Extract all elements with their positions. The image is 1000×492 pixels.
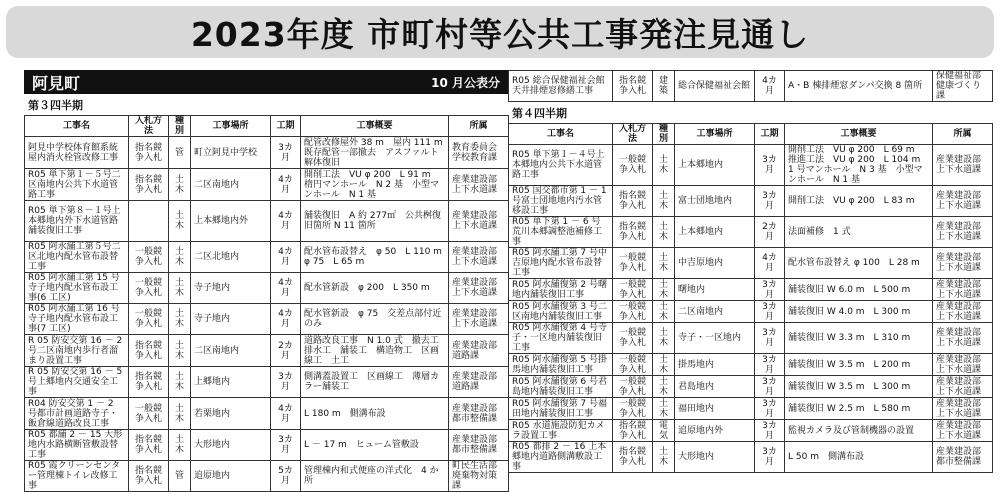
left-column (24, 70, 508, 492)
bid-method-cell: 指名競争入札 (613, 442, 653, 473)
project-name-cell: R05 阿水舗復第 3 号二区南地内舗装復旧工事 (509, 301, 613, 323)
project-name-cell: R05 阿水舗工第 16 号寺子地内配水管布設工事(7 工区) (25, 304, 129, 335)
summary-cell: 配管改修屋外 38 m 屋内 111 m 既存配管一部撤去 アスファルト解体復旧 (301, 137, 449, 169)
project-name-cell: R05 阿水舗復第 7 号福田地内舗装復旧工事 (509, 398, 613, 420)
table-row (25, 201, 509, 242)
projects-table-q4 (508, 123, 993, 473)
bid-method-cell: 指名競争入札 (613, 420, 653, 442)
bid-method-cell: 指名競争入札 (129, 367, 169, 398)
department-cell: 産業建設部上下水道課 (933, 420, 993, 442)
table-row (25, 273, 509, 304)
page-title: 2023年度 市町村等公共工事発注見通し (190, 14, 810, 54)
table-row (509, 323, 993, 354)
table-row (25, 461, 509, 492)
department-cell: 産業建設部上下水道課 (449, 201, 509, 242)
duration-cell: 5カ月 (271, 461, 301, 492)
location-cell: 総合保健福祉会館 (675, 71, 755, 102)
table-row (509, 354, 993, 376)
project-name-cell: R 05 防安交第 16 － 5 号上郷地内交通安全工事 (25, 367, 129, 398)
table-row (509, 145, 993, 186)
duration-cell: 3カ月 (755, 323, 785, 354)
project-name-cell: R04 防安交第 1 － 2 号都市計画道路寺子・飯倉線道路改良工事 (25, 398, 129, 430)
bid-method-cell: 指名競争入札 (613, 186, 653, 217)
column-header: 工事名 (509, 124, 613, 145)
summary-cell: 法面補修 1 式 (785, 217, 933, 248)
location-cell: 上本郷地内 (675, 145, 755, 186)
project-name-cell: R05 阿水舗工第５号二区北地内配水管布設替工事 (25, 242, 129, 273)
summary-cell: L － 17 m ヒューム管敷設 (301, 430, 449, 461)
location-cell: 上本郷地内 (675, 217, 755, 248)
project-name-cell: R05 単下第１－４号上本郷地内公共下水道管路工事 (509, 145, 613, 186)
column-header: 工事名 (25, 116, 129, 137)
municipality-name: 阿見町 (32, 73, 81, 93)
summary-cell: 配水管布設替え φ 100 L 28 m (785, 248, 933, 279)
summary-cell: 舗装復旧 W 3.3 m L 310 m (785, 323, 933, 354)
project-name-cell: R 05 防安交第 16 － 2 号二区南地内歩行者溜まり設置工事 (25, 335, 129, 367)
location-cell: 上郷地内 (191, 367, 271, 398)
department-cell: 保健福祉部健康づくり課 (933, 71, 993, 102)
column-header: 種別 (169, 116, 191, 137)
bid-method-cell: 一般競争入札 (613, 354, 653, 376)
duration-cell: 3カ月 (271, 367, 301, 398)
project-name-cell: R05 総合保健福祉会館天井排煙窓修繕工事 (509, 71, 613, 102)
department-cell: 産業建設部上下水道課 (933, 248, 993, 279)
category-cell: 土木 (169, 367, 191, 398)
table-row (509, 279, 993, 301)
duration-cell: 4カ月 (755, 71, 785, 102)
column-header: 工事概要 (301, 116, 449, 137)
department-cell: 産業建設部上下水道課 (933, 301, 993, 323)
department-cell: 産業建設部上下水道課 (449, 273, 509, 304)
location-cell: 中吉原地内 (675, 248, 755, 279)
column-header: 所属 (449, 116, 509, 137)
department-cell: 産業建設部道路課 (449, 335, 509, 367)
department-cell: 産業建設部上下水道課 (449, 242, 509, 273)
category-cell: 土木 (169, 201, 191, 242)
table-row (509, 398, 993, 420)
project-name-cell: R05 阿水舗復第 6 号君島地内舗装復旧工事 (509, 376, 613, 398)
duration-cell: 2カ月 (271, 335, 301, 367)
bid-method-cell: 指名競争入札 (613, 217, 653, 248)
location-cell: 寺子地内 (191, 273, 271, 304)
duration-cell: 3カ月 (755, 145, 785, 186)
category-cell: 土木 (653, 248, 675, 279)
category-cell: 管 (169, 461, 191, 492)
duration-cell: 4カ月 (271, 169, 301, 201)
duration-cell: 3カ月 (755, 279, 785, 301)
table-row (25, 430, 509, 461)
category-cell: 管 (169, 137, 191, 169)
duration-cell: 3カ月 (755, 398, 785, 420)
duration-cell: 4カ月 (755, 248, 785, 279)
category-cell: 土木 (169, 398, 191, 430)
column-header: 入札方法 (129, 116, 169, 137)
category-cell: 電気 (653, 420, 675, 442)
project-name-cell: R05 都排 2 － 16 上本郷地内道路側溝敷設工事 (509, 442, 613, 473)
column-header: 入札方法 (613, 124, 653, 145)
location-cell: 追原地内 (191, 461, 271, 492)
project-name-cell: R05 単下第１－５号二区南地内公共下水道管路工事 (25, 169, 129, 201)
department-cell: 町民生活部廃棄物対策課 (449, 461, 509, 492)
category-cell: 土木 (169, 169, 191, 201)
project-name-cell: R05 阿水舗工第 7 号中吉原地内配水管布設替工事 (509, 248, 613, 279)
bid-method-cell: 指名競争入札 (129, 169, 169, 201)
category-cell: 土木 (653, 145, 675, 186)
summary-cell: L 50 m 側溝布設 (785, 442, 933, 473)
location-cell: 二区北地内 (191, 242, 271, 273)
bid-method-cell: 一般競争入札 (613, 323, 653, 354)
category-cell: 土木 (169, 242, 191, 273)
bid-method-cell: 一般競争入札 (613, 279, 653, 301)
duration-cell: 3カ月 (271, 430, 301, 461)
table-row (509, 420, 993, 442)
location-cell: 追原地内外 (675, 420, 755, 442)
column-header: 種別 (653, 124, 675, 145)
summary-cell: 配水管新設 φ 200 L 350 m (301, 273, 449, 304)
duration-cell: 4カ月 (271, 201, 301, 242)
summary-cell: 舗装復旧 W 6.0 m L 500 m (785, 279, 933, 301)
table-row (509, 376, 993, 398)
table-row (509, 71, 993, 102)
location-cell: 若栗地内 (191, 398, 271, 430)
duration-cell: 3カ月 (755, 301, 785, 323)
category-cell: 土木 (169, 430, 191, 461)
department-cell: 産業建設部上下水道課 (933, 323, 993, 354)
summary-cell: 道路改良工事 N 1.0 式 撤去工 排水工 舗装工 構造物工 区画線工 土工 (301, 335, 449, 367)
summary-cell: 側溝蓋設置工 区画線工 薄層カラー舗装工 (301, 367, 449, 398)
location-cell: 富士団地地内 (675, 186, 755, 217)
table-row (25, 335, 509, 367)
category-cell: 土木 (653, 354, 675, 376)
category-cell: 建築 (653, 71, 675, 102)
summary-cell: 管理棟内和式便座の洋式化 4 か所 (301, 461, 449, 492)
location-cell: 町立阿見中学校 (191, 137, 271, 169)
project-name-cell: R05 阿水舗復第 5 号掛馬地内舗装復旧工事 (509, 354, 613, 376)
table-row (509, 248, 993, 279)
projects-table-q3 (24, 115, 509, 492)
project-name-cell: R05 水道施設防犯カメラ設置工事 (509, 420, 613, 442)
project-name-cell: R05 単下第８－１号上本郷地内外下水道管路舗装復旧工事 (25, 201, 129, 242)
table-row (25, 169, 509, 201)
department-cell: 産業建設部上下水道課 (449, 169, 509, 201)
location-cell: 二区南地内 (191, 169, 271, 201)
project-name-cell: R05 阿水舗復第 2 号曙地内舗装復旧工事 (509, 279, 613, 301)
bid-method-cell: 一般競争入札 (129, 304, 169, 335)
location-cell: 君島地内 (675, 376, 755, 398)
quarter-heading: 第４四半期 (512, 107, 567, 120)
bid-method-cell: 一般競争入札 (129, 273, 169, 304)
municipality-header (24, 70, 508, 94)
bid-method-cell: 一般競争入札 (613, 301, 653, 323)
department-cell: 産業建設部上下水道課 (449, 304, 509, 335)
category-cell: 土木 (653, 376, 675, 398)
department-cell: 産業建設部都市整備課 (933, 442, 993, 473)
continued-table (508, 70, 993, 102)
bid-method-cell: 指名競争入札 (129, 430, 169, 461)
category-cell: 土木 (653, 301, 675, 323)
location-cell: 曙地内 (675, 279, 755, 301)
category-cell: 土木 (169, 304, 191, 335)
title-band (6, 6, 994, 58)
duration-cell: 3カ月 (755, 186, 785, 217)
department-cell: 産業建設部上下水道課 (933, 145, 993, 186)
bid-method-cell: 指名競争入札 (129, 335, 169, 367)
publication-month: 10 月公表分 (431, 75, 500, 90)
department-cell: 産業建設部上下水道課 (933, 186, 993, 217)
category-cell: 土木 (653, 398, 675, 420)
bid-method-cell: 指名競争入札 (129, 137, 169, 169)
category-cell: 土木 (653, 323, 675, 354)
project-name-cell: R05 単下第 1 － 6 号荒川本郷調整池補修工事 (509, 217, 613, 248)
summary-cell: 配水管新設 φ 75 交差点部付近のみ (301, 304, 449, 335)
department-cell: 産業建設部上下水道課 (933, 279, 993, 301)
location-cell: 福田地内 (675, 398, 755, 420)
location-cell: 掛馬地内 (675, 354, 755, 376)
table-row (25, 398, 509, 430)
summary-cell: 監視カメラ及び管制機器の設置 (785, 420, 933, 442)
location-cell: 寺子・一区地内 (675, 323, 755, 354)
duration-cell: 2カ月 (755, 217, 785, 248)
column-header: 工期 (271, 116, 301, 137)
bid-method-cell: 一般競争入札 (613, 248, 653, 279)
summary-cell: 舗装復旧 W 4.0 m L 300 m (785, 301, 933, 323)
location-cell: 二区南地内 (675, 301, 755, 323)
quarter-heading: 第３四半期 (28, 99, 83, 112)
table-row (25, 304, 509, 335)
summary-cell: 舗装復旧 W 3.5 m L 200 m (785, 354, 933, 376)
summary-cell: 舗装復旧 W 3.5 m L 300 m (785, 376, 933, 398)
category-cell: 土木 (169, 335, 191, 367)
summary-cell: 開削工法 VU φ 200 L 83 m (785, 186, 933, 217)
duration-cell: 4カ月 (271, 304, 301, 335)
project-name-cell: R05 国交都市第 1 － 1 号富士団地地内汚水管移設工事 (509, 186, 613, 217)
column-header: 工期 (755, 124, 785, 145)
column-header: 工事場所 (191, 116, 271, 137)
project-name-cell: R05 都舗 2 － 15 大形地内水路横断管敷設替工事 (25, 430, 129, 461)
bid-method-cell: 指名競争入札 (613, 71, 653, 102)
column-header: 所属 (933, 124, 993, 145)
department-cell: 産業建設部道路課 (449, 367, 509, 398)
header-row (25, 116, 509, 137)
project-name-cell: 阿見中学校体育館系統屋内消火栓管改修工事 (25, 137, 129, 169)
category-cell: 土木 (169, 273, 191, 304)
table-row (25, 137, 509, 169)
duration-cell: 3カ月 (755, 376, 785, 398)
right-column (508, 70, 992, 473)
duration-cell: 3カ月 (271, 137, 301, 169)
duration-cell: 4カ月 (271, 273, 301, 304)
duration-cell: 4カ月 (271, 398, 301, 430)
category-cell: 土木 (653, 217, 675, 248)
duration-cell: 3カ月 (755, 354, 785, 376)
location-cell: 上本郷地内外 (191, 201, 271, 242)
location-cell: 寺子地内 (191, 304, 271, 335)
summary-cell: 舗装復旧 W 2.5 m L 580 m (785, 398, 933, 420)
duration-cell: 3カ月 (755, 442, 785, 473)
table-row (509, 186, 993, 217)
column-header: 工事場所 (675, 124, 755, 145)
project-name-cell: R05 霞クリーンセンター管理棟トイレ改修工事 (25, 461, 129, 492)
project-name-cell: R05 阿水舗工第 15 号寺子地内配水管布設工事(6 工区) (25, 273, 129, 304)
location-cell: 大形地内 (675, 442, 755, 473)
column-header: 工事概要 (785, 124, 933, 145)
bid-method-cell: 一般競争入札 (613, 398, 653, 420)
bid-method-cell: 指名競争入札 (129, 461, 169, 492)
summary-cell: 舗装復旧 A 約 277㎡ 公共桝復旧箇所 N 11 箇所 (301, 201, 449, 242)
table-row (509, 301, 993, 323)
bid-method-cell: 一般競争入札 (613, 376, 653, 398)
department-cell: 産業建設部都市整備課 (449, 430, 509, 461)
location-cell: 二区南地内 (191, 335, 271, 367)
project-name-cell: R05 阿水舗復第 4 号寺子・一区地内舗装復旧工事 (509, 323, 613, 354)
location-cell: 大形地内 (191, 430, 271, 461)
summary-cell: L 180 m 側溝布設 (301, 398, 449, 430)
table-row (509, 217, 993, 248)
bid-method-cell (129, 201, 169, 242)
department-cell: 産業建設部都市整備課 (449, 398, 509, 430)
category-cell: 土木 (653, 442, 675, 473)
table-row (25, 367, 509, 398)
department-cell: 産業建設部上下水道課 (933, 217, 993, 248)
summary-cell: 開削工法 VU φ 200 L 69 m 推進工法 VU φ 200 L 104 m 1 号マンホール N 3 基 小型マンホール N 1 基 (785, 145, 933, 186)
bid-method-cell: 一般競争入札 (613, 145, 653, 186)
table-row (25, 242, 509, 273)
bid-method-cell: 一般競争入札 (129, 242, 169, 273)
header-row (509, 124, 993, 145)
summary-cell: 開削工法 VU φ 200 L 91 m 楕円マンホール N 2 基 小型マンホール N 1 基 (301, 169, 449, 201)
department-cell: 教育委員会学校教育課 (449, 137, 509, 169)
department-cell: 産業建設部上下水道課 (933, 376, 993, 398)
bid-method-cell: 一般競争入札 (129, 398, 169, 430)
category-cell: 土木 (653, 186, 675, 217)
department-cell: 産業建設部上下水道課 (933, 398, 993, 420)
summary-cell: A・B 棟排煙窓ダンパ交換 8 箇所 (785, 71, 933, 102)
department-cell: 産業建設部上下水道課 (933, 354, 993, 376)
summary-cell: 配水管布設替え φ 50 L 110 m φ 75 L 65 m (301, 242, 449, 273)
table-row (509, 442, 993, 473)
duration-cell: 4カ月 (271, 242, 301, 273)
duration-cell: 3カ月 (755, 420, 785, 442)
category-cell: 土木 (653, 279, 675, 301)
